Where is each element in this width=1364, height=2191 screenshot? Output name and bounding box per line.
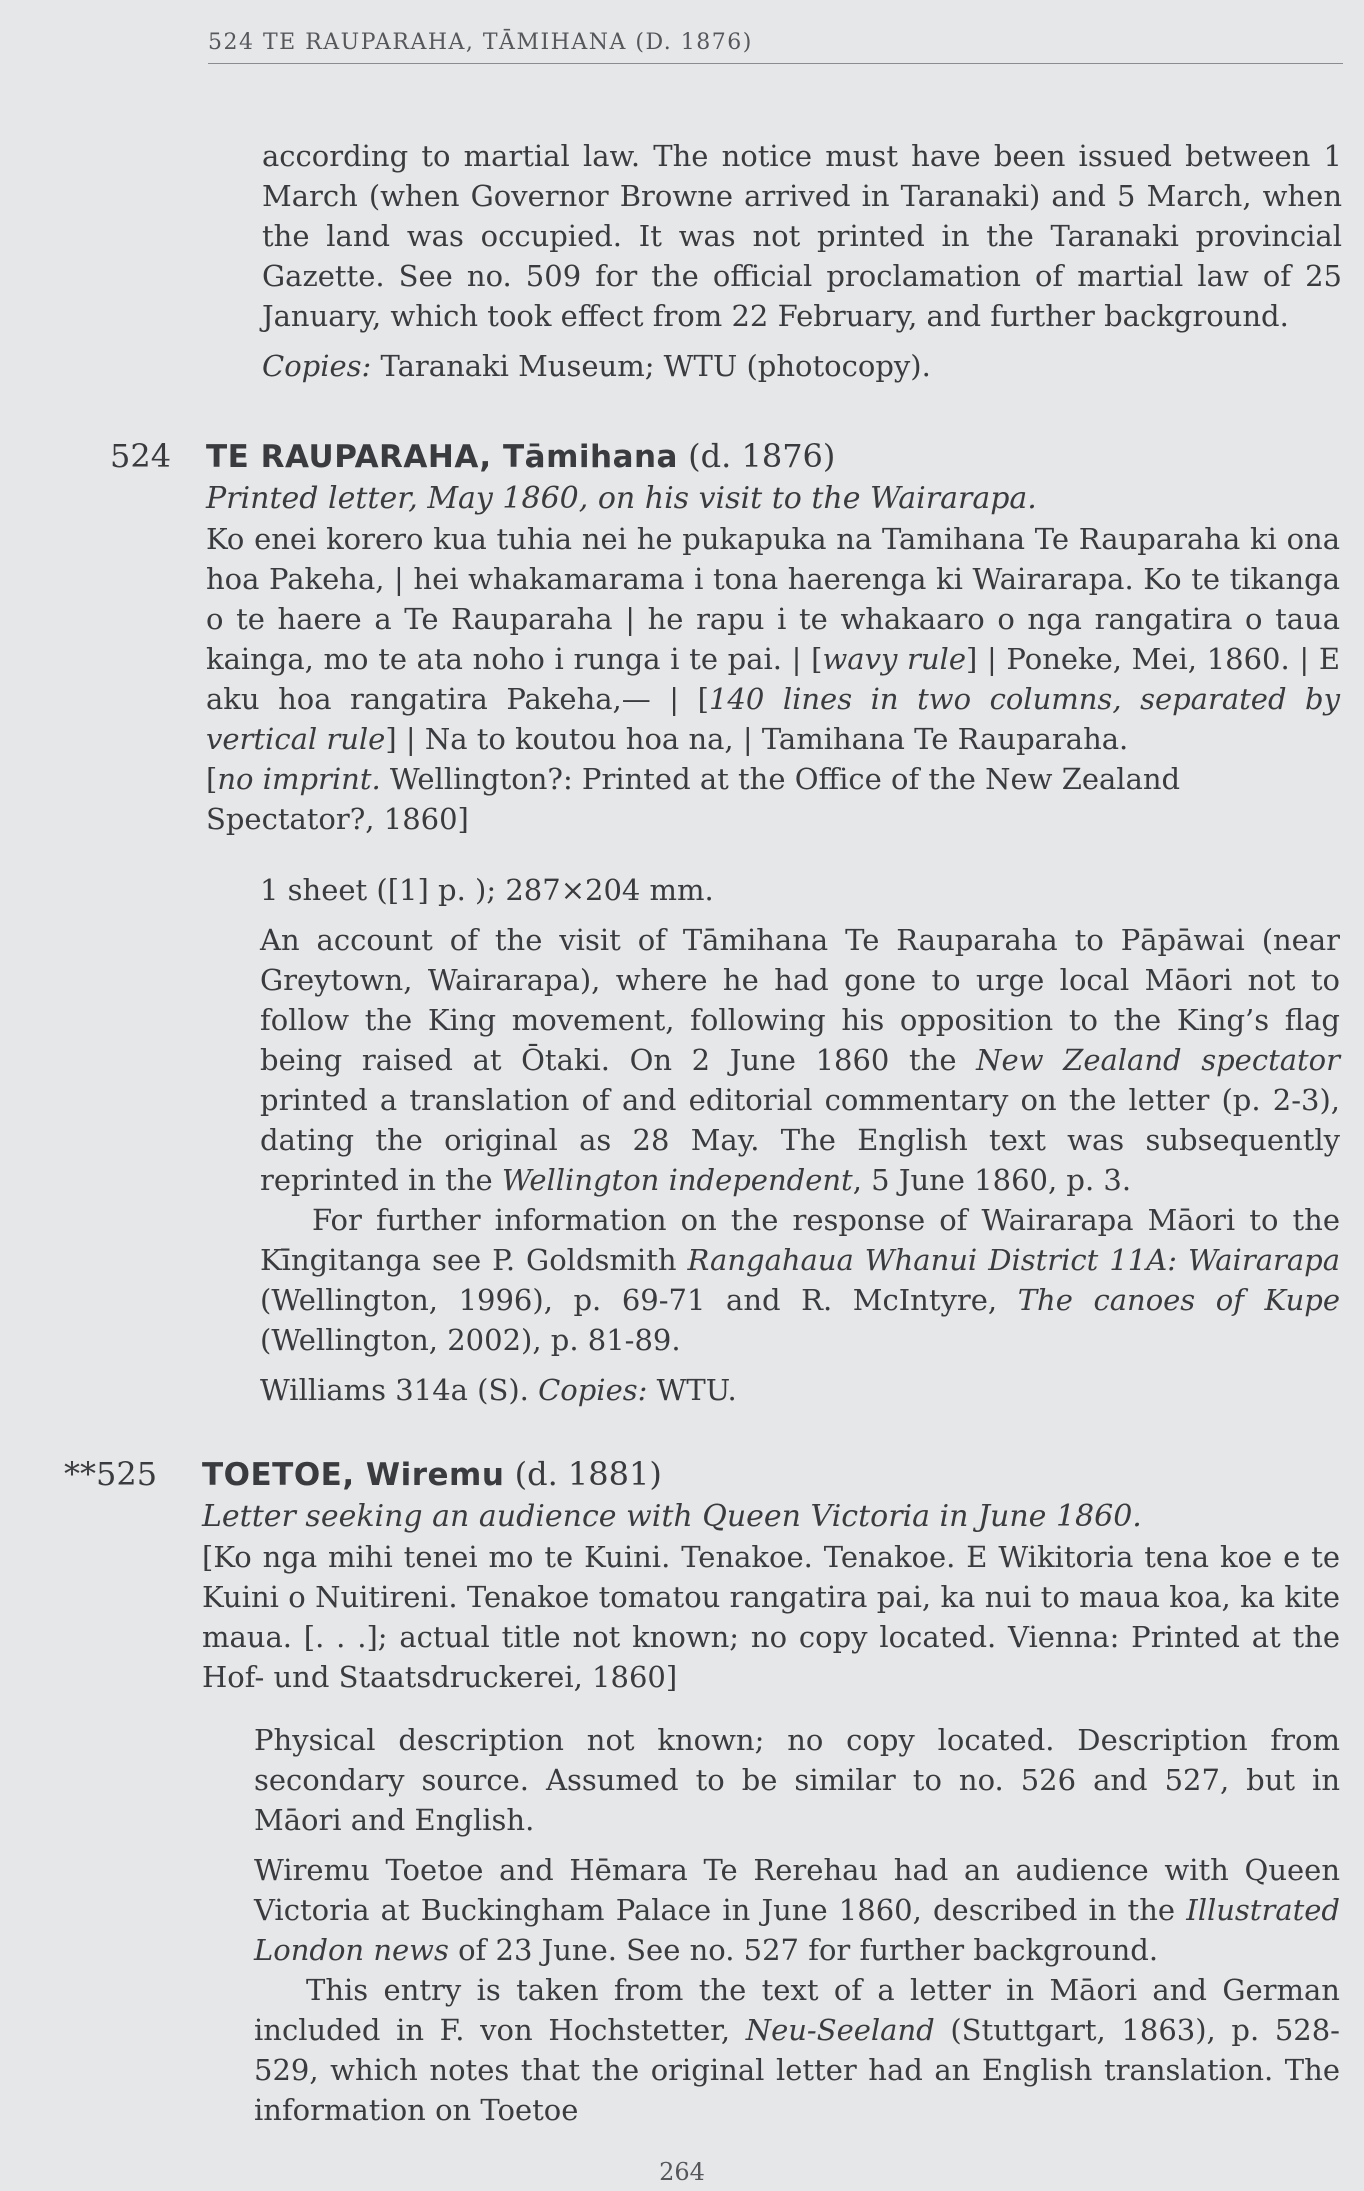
transcription — [206, 519, 1340, 759]
imprint-bracket: [ — [206, 762, 218, 796]
transcription-text: ] | Na to koutou hoa na, | Tamihana Te Rauparaha. — [385, 722, 1129, 756]
note-text: printed a translation of and editorial commentary on the letter (p. 2-3), dating the original as 28 May. The English text was subsequently reprinted in the — [260, 1083, 1340, 1197]
entry-heading — [206, 434, 1340, 479]
entry-number-525: **525 — [64, 1455, 158, 1493]
entry-525-notes — [254, 1720, 1340, 2130]
transcription-note: 140 lines in two columns, separated by vertical rule — [206, 682, 1340, 756]
note-title: Wellington independent — [501, 1163, 853, 1197]
running-head: 524 TE RAUPARAHA, TĀMIHANA (D. 1876) — [208, 30, 1343, 64]
note-title: New Zealand spectator — [976, 1043, 1341, 1077]
physical-description: Physical description not known; no copy located. Description from secondary source. Assumed to be similar to no. 526 and 527, but in Māori and English. — [254, 1723, 1340, 1837]
author-dates: (d. 1881) — [514, 1455, 662, 1493]
note-paragraph — [260, 920, 1340, 1200]
physical-description: 1 sheet ([1] p. ); 287×204 mm. — [260, 873, 714, 907]
imprint-note: no imprint. — [217, 762, 381, 796]
note-text: This entry is taken from the text of a letter in Māori and German included in F. von Hochstetter, — [254, 1973, 1340, 2047]
note-paragraph — [254, 1850, 1340, 1970]
note-paragraph — [260, 1200, 1340, 1360]
transcription-note: wavy rule — [822, 642, 966, 676]
note-title: Illustrated London news — [254, 1893, 1340, 1967]
author-name: TOETOE, Wiremu — [202, 1457, 505, 1493]
note-title: Rangahaua Whanui District 11A: Wairarapa — [687, 1243, 1340, 1277]
note-title: Neu-Seeland — [745, 2013, 935, 2047]
transcription-text: ] | Poneke, Mei, 1860. | E aku hoa rangatira Pakeha,— | [ — [206, 642, 1341, 716]
reference-text: Williams 314a (S). — [260, 1373, 539, 1407]
transcription: [Ko nga mihi tenei mo te Kuini. Tenakoe. Tenakoe. E Wikitoria tena koe e te Kuini o Nuitireni. Tenakoe tomatou rangatira pai, ka nui to maua koa, ka kite maua. [. . .]; actual title not known; no copy located. Vienna: Printed at the Hof- und Staatsdruckerei, 1860] — [202, 1540, 1340, 1694]
previous-note-text: according to martial law. The notice must have been issued between 1 March (when Governor Browne arrived in Taranaki) and 5 March, when the land was occupied. It was not printed in the Taranaki provincial Gazette. See no. 509 for the official proclamation of martial law of 25 January, which took effect from 22 February, and further background. — [262, 139, 1342, 333]
entry-524-notes — [260, 870, 1340, 1410]
note-text: of 23 June. See no. 527 for further background. — [448, 1933, 1159, 1967]
entry-heading — [202, 1452, 1340, 1497]
references — [260, 1370, 1340, 1410]
note-text: (Wellington, 1996), p. 69-71 and R. McIntyre, — [260, 1283, 1018, 1317]
copies-label: Copies: — [538, 1373, 648, 1407]
entry-525 — [202, 1452, 1340, 1697]
imprint-text: Wellington?: Printed at the Office of the New Zealand Spectator?, 1860] — [206, 762, 1181, 836]
copies-text: Taranaki Museum; WTU (photocopy). — [371, 349, 931, 383]
copies-label: Copies: — [262, 349, 372, 383]
entry-number-524: 524 — [110, 437, 172, 475]
note-text: , 5 June 1860, p. 3. — [852, 1163, 1132, 1197]
note-paragraph — [254, 1970, 1340, 2130]
entry-524 — [206, 434, 1340, 839]
page-number: 264 — [659, 2158, 705, 2186]
note-text: For further information on the response of Wairarapa Māori to the Kīngitanga see P. Goldsmith — [260, 1203, 1340, 1277]
entry-title: Letter seeking an audience with Queen Victoria in June 1860. — [202, 1499, 1142, 1534]
note-text: (Wellington, 2002), p. 81-89. — [260, 1323, 681, 1357]
previous-entry-note — [262, 136, 1342, 386]
author-dates: (d. 1876) — [688, 437, 836, 475]
previous-copies — [262, 346, 1342, 386]
note-text: Wiremu Toetoe and Hēmara Te Rerehau had an audience with Queen Victoria at Buckingham Palace in June 1860, described in the — [254, 1853, 1340, 1927]
author-name: TE RAUPARAHA, Tāmihana — [206, 439, 678, 475]
transcription-text: Ko enei korero kua tuhia nei he pukapuka na Tamihana Te Rauparaha ki ona hoa Pakeha, | hei whakamarama i tona haerenga ki Wairarapa. Ko te tikanga o te haere a Te Rauparaha | he rapu i te whakaaro o nga rangatira o taua kainga, mo te ata noho i runga i te pai. | [ — [206, 522, 1340, 676]
note-text: (Stuttgart, 1863), p. 528-529, which notes that the original letter had an English translation. The information on Toetoe — [254, 2013, 1340, 2127]
imprint — [206, 759, 1340, 839]
note-text: An account of the visit of Tāmihana Te Rauparaha to Pāpāwai (near Greytown, Wairarapa), where he had gone to urge local Māori not to follow the King movement, following his opposition to the King’s flag being raised at Ōtaki. On 2 June 1860 the — [260, 923, 1340, 1077]
copies-text: WTU. — [647, 1373, 737, 1407]
entry-title: Printed letter, May 1860, on his visit to the Wairarapa. — [206, 481, 1037, 516]
note-title: The canoes of Kupe — [1017, 1283, 1340, 1317]
